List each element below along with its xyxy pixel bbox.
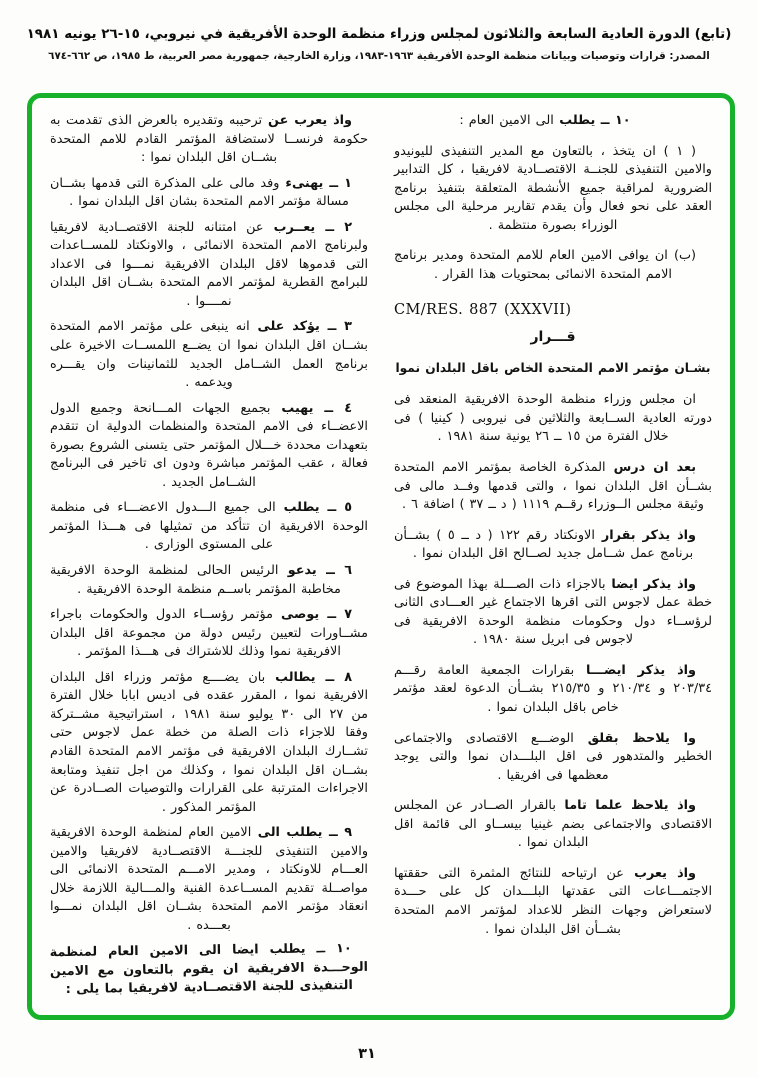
page-header — [20, 26, 738, 62]
resolution-subtitle: بشـان مؤتمر الامم المتحدة الخاص باقل البلدان نموا — [395, 360, 711, 375]
resolution-paragraph: ٦ ــ يدعو الرئيس الحالى لمنظمة الوحدة الافريقية مخاطبة المؤتمر باســم منظمة الوحدة الافريقية . — [50, 563, 352, 597]
paragraph-lead: واذ يلاحظ علما تاما — [555, 798, 696, 814]
resolution-paragraph: (ب) ان يوافى الامين العام للامم المتحدة ومدير برنامج الامم المتحدة الانمائى بمحتويات هذا القرار . — [394, 248, 696, 282]
paragraph-lead: ١٠ ــ يطلب — [553, 113, 631, 128]
text-columns — [50, 112, 712, 1007]
header-source-line: المصدر: قرارات وتوصيات وبيانات منظمة الوحدة الأفريقية ١٩٦٣-١٩٨٣، وزارة الخارجية، جمهورية مصر العربية، ط ١٩٨٥، ص ٦٦٢-٦٧٤ — [48, 50, 710, 62]
resolution-paragraph: واذ يعرب عن ارتياحه للنتائج المثمرة التى حققتها الاجتمـــاعات التى عقدتها البلـــدان كل على حـــدة لاستعراض وجهات النظر للاعداد لمؤتمر الامم المتحدة بشــأن اقل البلدان نموا . — [394, 865, 712, 937]
page-number: ٣١ — [358, 1046, 376, 1062]
resolution-paragraph: ٣ ــ يؤكد على انه ينبغى على مؤتمر الامم المتحدة بشــان اقل البلدان نموا ان يضــع اللمســات الاخيرة على برنامج العمل الشــامل الجديد للثمانينات وان يقـــره ويدعمه . — [50, 319, 368, 391]
resolution-paragraph: ان مجلس وزراء منظمة الوحدة الافريقية المنعقد فى دورته العادية الســابعة والثلاثين فى نيروبى ( كينيا ) فى خلال الفترة من ١٥ ــ ٢٦ يونية سنة ١٩٨١ . — [394, 392, 712, 445]
resolution-paragraph: ٢ ــ يعــرب عن امتنانه للجنة الاقتصــادية لافريقيا ولبرنامج الامم المتحدة الانمائى ، والاونكتاد للمســاعدات التى قدموها لاقل البلدان الافريقية نمـــوا فى الاعداد للبرامج القطرية لمؤتمر الامم المتحدة بشــان اقل البلدان نمــــوا . — [50, 219, 368, 309]
resolution-paragraph: بعد ان درس المذكرة الخاصة بمؤتمر الامم المتحدة بشــأن اقل البلدان نموا ، والتى قدمها وفــد مالى فى وثيقة مجلس الــوزراء رقــم ١١١٩ ( د ــ ٣٧ ) اضافة ٦ . — [394, 460, 712, 513]
resolution-paragraph: ٩ ــ يطلب الى الامين العام لمنظمة الوحدة الافريقية والامين التنفيذى للجنـــة الاقتصــادية لافريقيا والامين العـــام للاونكتاد ، ومدير الامـــم المتحدة الانمائى الى مواصــلة تقديم المســاعدة الفنية والمـــالية اللازمة خلال انعقاد مؤتمر الامم المتحدة بشــان اقل البلدان نمـــوا بعـــده . — [50, 825, 368, 933]
paragraph-lead: بعد ان درس — [605, 460, 696, 476]
resolution-paragraph: ١ ــ يهنىء وفد مالى على المذكرة التى قدمها بشــان مسالة مؤتمر الامم المتحدة بشان اقل البلدان نموا . — [50, 175, 352, 210]
paragraph-lead: ١ ــ يهنىء — [279, 175, 352, 191]
resolution-paragraph: واذ يذكر بقرار الاونكتاد رقم ١٢٢ ( د ــ ٥ ) بشــأن برنامج عمل شــامل جديد لصــالح اقل البلدان نموا . — [394, 527, 696, 562]
resolution-title: قـــرار — [530, 329, 576, 346]
resolution-paragraph: واذ يذكر ايضـــا بقرارات الجمعية العامة رقـــم ٢٠٣/٣٤ و ٢١٠/٣٤ و ٢١٥/٣٥ بشــأن الدعوة لعقد مؤتمر خاص باقل البلدان نموا . — [394, 662, 712, 716]
resolution-paragraph: واذ يعرب عن ترحيبه وتقديره بالعرض الذى تقدمت به حكومة فرنســا لاستضافة المؤتمر القادم للامم المتحدة بشــان اقل البلدان نموا : — [50, 113, 368, 166]
resolution-paragraph: وا يلاحظ بقلق الوضـــع الاقتصادى والاجتماعى الخطير والمتدهور فى اقل البلـــدان نموا والتى يوجد معظمها فى افريقيا . — [394, 730, 712, 783]
paragraph-lead: واذ يعرب عن — [262, 113, 352, 128]
paragraph-lead: ٩ ــ يطلب الى — [251, 825, 353, 841]
resolution-ref: CM/RES. 887 (XXXVII) — [394, 302, 572, 319]
paragraph-lead: ٨ ــ يطالب — [265, 669, 352, 685]
paragraph-lead: واذ يعرب — [623, 865, 696, 881]
content-border-box — [27, 93, 735, 1020]
paragraph-lead: واذ يذكر بقرار — [594, 527, 696, 543]
paragraph-lead: ٥ ــ يطلب — [275, 500, 353, 516]
column-second-left — [50, 112, 368, 1007]
paragraph-lead: واذ يذكر ايضـــا — [574, 662, 696, 678]
header-session-line: (تابع) الدورة العادية السابعة والثلاثون لمجلس وزراء منظمة الوحدة الأفريقية في نيروبي، ١٥-٢٦ يونيه ١٩٨١ — [26, 26, 732, 42]
resolution-paragraph: ( ١ ) ان يتخذ ، بالتعاون مع المدير التنفيذى لليونيدو والامين التنفيذى للجنــة الاقتصــادية لافريقيا ، كل التدابير الضرورية لمراقبة جميع الأنشطة المتعلقة بتنفيذ برنامج العقد على نحو فعال وأن يقدم تقارير مرحلية الى مجلس الوزراء بصورة منتظمة . — [394, 143, 712, 233]
paragraph-lead: وا يلاحظ بقلق — [573, 730, 696, 746]
resolution-paragraph: ٨ ــ يطالب بان يضــــع مؤتمر وزراء اقل البلدان الافريقية نموا ، المقرر عقده فى اديس ابابا خلال الفترة من ٢٧ الى ٣٠ يوليو سنة ١٩٨١ ، استراتيجية مشــتركة وفقا للاجزاء ذات الصلة من خطة عمل لاجوس حتى تشــارك البلدان الافريقية فى مؤتمر الامم المتحدة القادم بشــان اقل البلدان نموا ، وكذلك من اجل تنفيذ ومتابعة الاجراءات المترتبة على القرارات والتوصيات الصــادرة عن المؤتمر المذكور . — [50, 669, 368, 815]
paragraph-lead: ٦ ــ يدعو — [278, 563, 352, 579]
resolution-paragraph: واذ يذكر ايضا بالاجزاء ذات الصـــلة بهذا الموضوع فى خطة عمل لاجوس التى اقرها الاجتماع غير العـــادى الثانى لرؤســاء دول وحكومات منظمة الوحدة الافريقية فى لاجوس فى ابريل سنة ١٩٨٠ . — [394, 576, 712, 648]
paragraph-lead: ٧ ــ يوصى — [272, 607, 352, 623]
column-first-right — [394, 112, 712, 1007]
paragraph-lead: ١٠ ــ يطلب ايضا الى — [188, 941, 352, 959]
resolution-paragraph: ٤ ــ يهيب بجميع الجهات المـــانحة وجميع الدول الاعضــاء فى الامم المتحدة والمنظمات الدولية ان تتقدم بتعهدات محددة خـــلال المؤتمر حتى يتسنى الشروع بصورة فعالة ، عقب المؤتمر مباشرة ودون اى تاخير فى البرنامج الشــامل الجديد . — [50, 400, 368, 490]
paragraph-lead: ٤ ــ يهيب — [270, 400, 352, 416]
resolution-paragraph: ١٠ ــ يطلب ايضا الى الامين العام لمنظمة الوحـــدة الافريقية ان يقوم بالتعاون مع الامين التنفيذى للجنة الاقتصــادية لافريقيا بما يلى : — [49, 941, 369, 998]
resolution-paragraph: ٥ ــ يطلب الى جميع الـــدول الاعضـــاء فى منظمة الوحدة الافريقية ان تتأكد من تمثيلها فى هـــذا المؤتمر على المستوى الوزارى . — [50, 500, 368, 553]
resolution-paragraph: ١٠ ــ يطلب الى الامين العام : — [459, 113, 631, 128]
paragraph-lead: ٣ ــ يؤكد على — [249, 319, 352, 335]
paragraph-lead: واذ يذكر ايضا — [605, 576, 696, 592]
resolution-paragraph: واذ يلاحظ علما تاما بالقرار الصــادر عن المجلس الاقتصادى والاجتماعى بضم غينيا بيســاو الى قائمة اقل البلدان نموا . — [394, 798, 712, 851]
resolution-paragraph: ٧ ــ يوصى مؤتمر رؤســاء الدول والحكومات باجراء مشــاورات لتعيين رئيس دولة من مجموعة اقل البلدان الافريقية نموا وذلك للاشتراك فى هـــذا المؤتمر . — [50, 607, 368, 660]
paragraph-lead: ٢ ــ يعــرب — [263, 219, 352, 235]
